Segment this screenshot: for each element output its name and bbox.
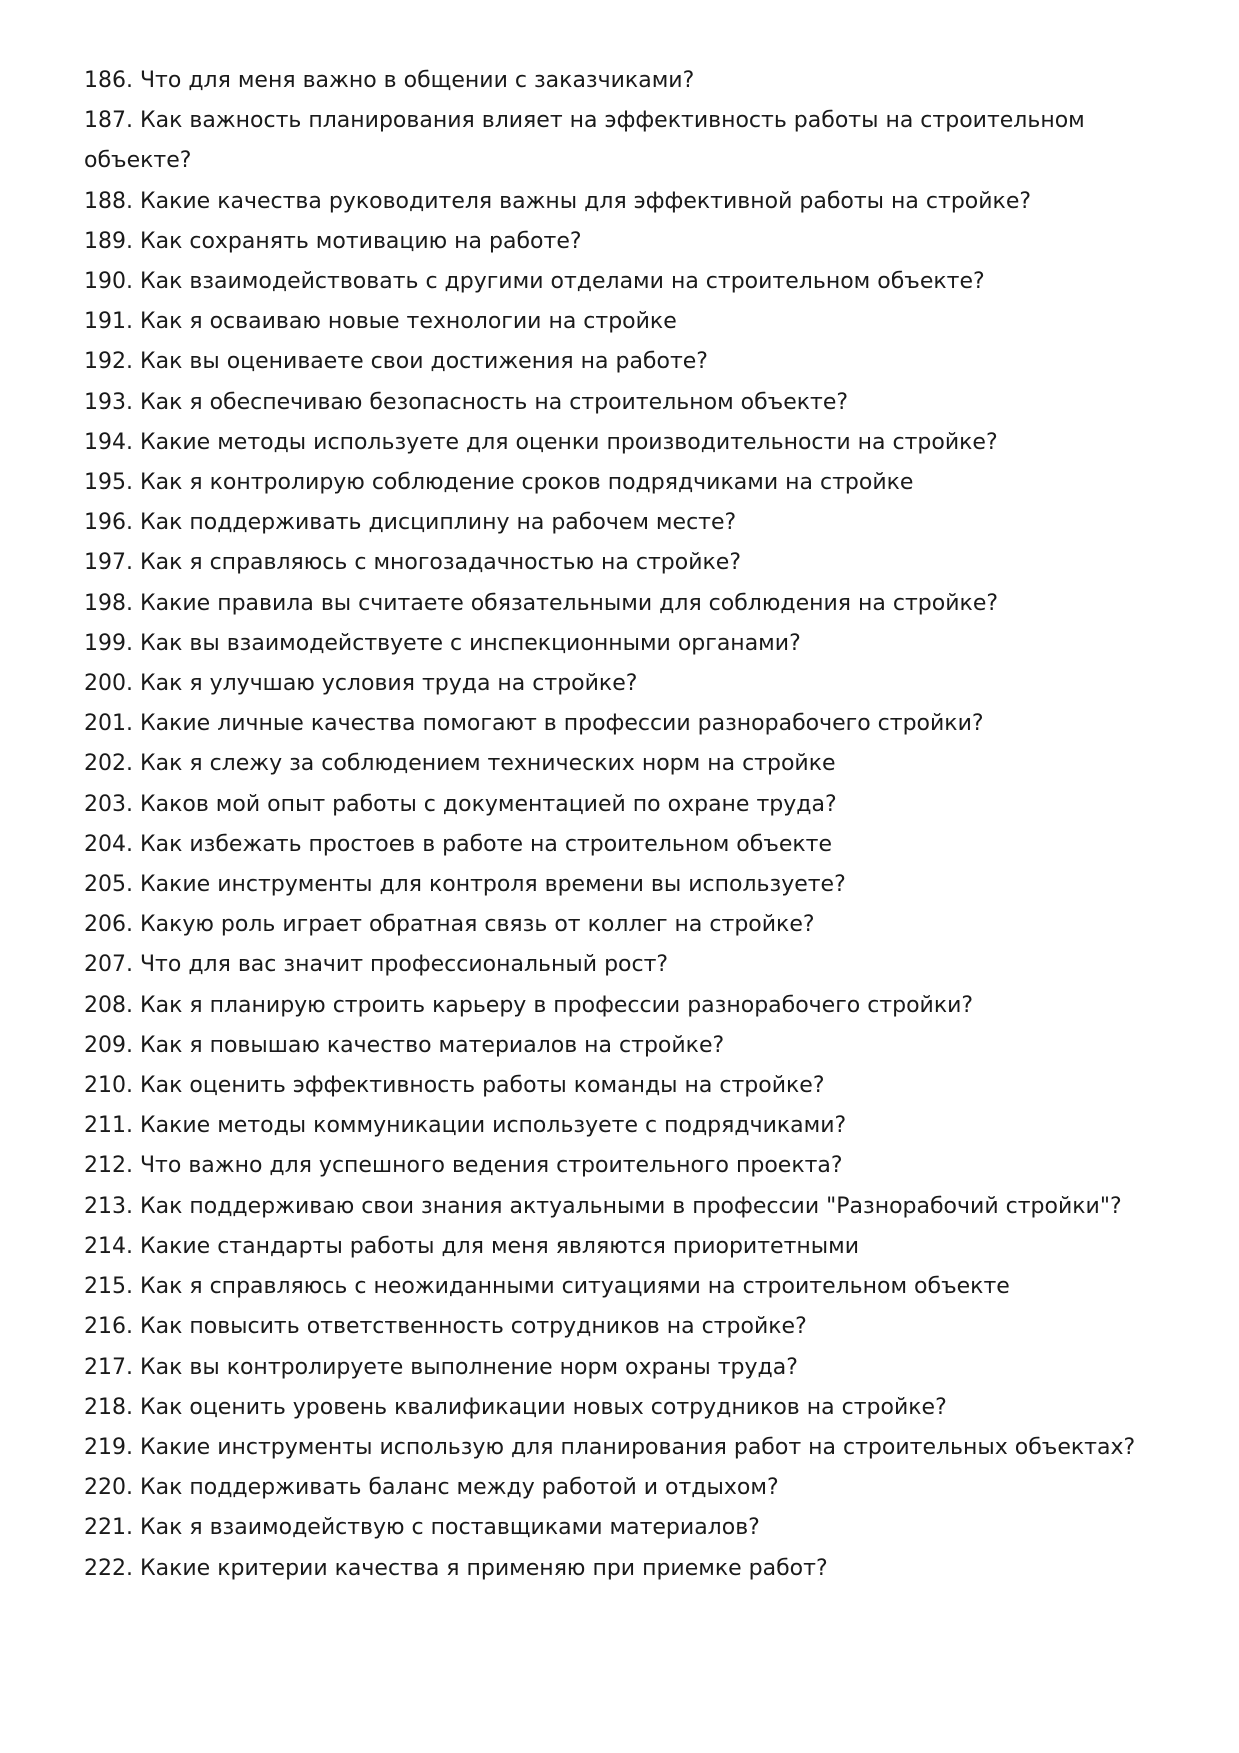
question-item: 204. Как избежать простоев в работе на строительном объекте bbox=[84, 831, 833, 857]
question-item: 198. Какие правила вы считаете обязательными для соблюдения на стройке? bbox=[84, 590, 999, 616]
question-item: 192. Как вы оцениваете свои достижения на работе? bbox=[84, 349, 708, 375]
question-item: 221. Как я взаимодействую с поставщиками материалов? bbox=[84, 1515, 760, 1541]
question-item: 216. Как повысить ответственность сотрудников на стройке? bbox=[84, 1314, 807, 1340]
question-item: 209. Как я повышаю качество материалов на стройке? bbox=[84, 1032, 725, 1058]
question-list bbox=[84, 61, 1164, 1589]
question-item: 218. Как оценить уровень квалификации новых сотрудников на стройке? bbox=[84, 1394, 947, 1420]
question-item: 193. Как я обеспечиваю безопасность на строительном объекте? bbox=[84, 389, 849, 415]
question-item: 199. Как вы взаимодействуете с инспекционными органами? bbox=[84, 630, 801, 656]
question-item: 222. Какие критерии качества я применяю при приемке работ? bbox=[84, 1555, 828, 1581]
question-item: 220. Как поддерживать баланс между работой и отдыхом? bbox=[84, 1475, 779, 1501]
question-item: 188. Какие качества руководителя важны для эффективной работы на стройке? bbox=[84, 188, 1032, 214]
question-item: 197. Как я справляюсь с многозадачностью на стройке? bbox=[84, 550, 741, 576]
question-item: 200. Как я улучшаю условия труда на стройке? bbox=[84, 671, 638, 697]
question-item: 196. Как поддерживать дисциплину на рабочем месте? bbox=[84, 510, 737, 536]
question-item: 191. Как я осваиваю новые технологии на стройке bbox=[84, 309, 677, 335]
question-item: 214. Какие стандарты работы для меня являются приоритетными bbox=[84, 1233, 860, 1259]
question-item: 189. Как сохранять мотивацию на работе? bbox=[84, 228, 582, 254]
question-item: 208. Как я планирую строить карьеру в профессии разнорабочего стройки? bbox=[84, 992, 974, 1018]
question-item: 190. Как взаимодействовать с другими отделами на строительном объекте? bbox=[84, 269, 985, 295]
question-item: 202. Как я слежу за соблюдением технических норм на стройке bbox=[84, 751, 836, 777]
question-item: 186. Что для меня важно в общении с заказчиками? bbox=[84, 68, 695, 93]
question-item: 205. Какие инструменты для контроля времени вы используете? bbox=[84, 872, 846, 898]
question-item: 219. Какие инструменты использую для планирования работ на строительных объектах? bbox=[84, 1434, 1136, 1460]
question-item: 217. Как вы контролируете выполнение норм охраны труда? bbox=[84, 1354, 798, 1380]
question-item: 207. Что для вас значит профессиональный рост? bbox=[84, 952, 669, 978]
question-item: 212. Что важно для успешного ведения строительного проекта? bbox=[84, 1153, 843, 1179]
question-item: 215. Как я справляюсь с неожиданными ситуациями на строительном объекте bbox=[84, 1274, 1010, 1300]
question-item: 210. Как оценить эффективность работы команды на стройке? bbox=[84, 1073, 825, 1099]
question-item: 211. Какие методы коммуникации используете с подрядчиками? bbox=[84, 1113, 847, 1139]
question-item: 206. Какую роль играет обратная связь от коллег на стройке? bbox=[84, 912, 815, 938]
question-item: 194. Какие методы используете для оценки производительности на стройке? bbox=[84, 429, 998, 455]
question-item: 213. Как поддерживаю свои знания актуальными в профессии "Разнорабочий стройки"? bbox=[84, 1193, 1122, 1219]
question-item: 187. Как важность планирования влияет на эффективность работы на строительном объекте? bbox=[84, 108, 1085, 174]
question-item: 195. Как я контролирую соблюдение сроков подрядчиками на стройке bbox=[84, 470, 914, 496]
question-item: 203. Каков мой опыт работы с документацией по охране труда? bbox=[84, 791, 837, 817]
question-item: 201. Какие личные качества помогают в профессии разнорабочего стройки? bbox=[84, 711, 984, 737]
